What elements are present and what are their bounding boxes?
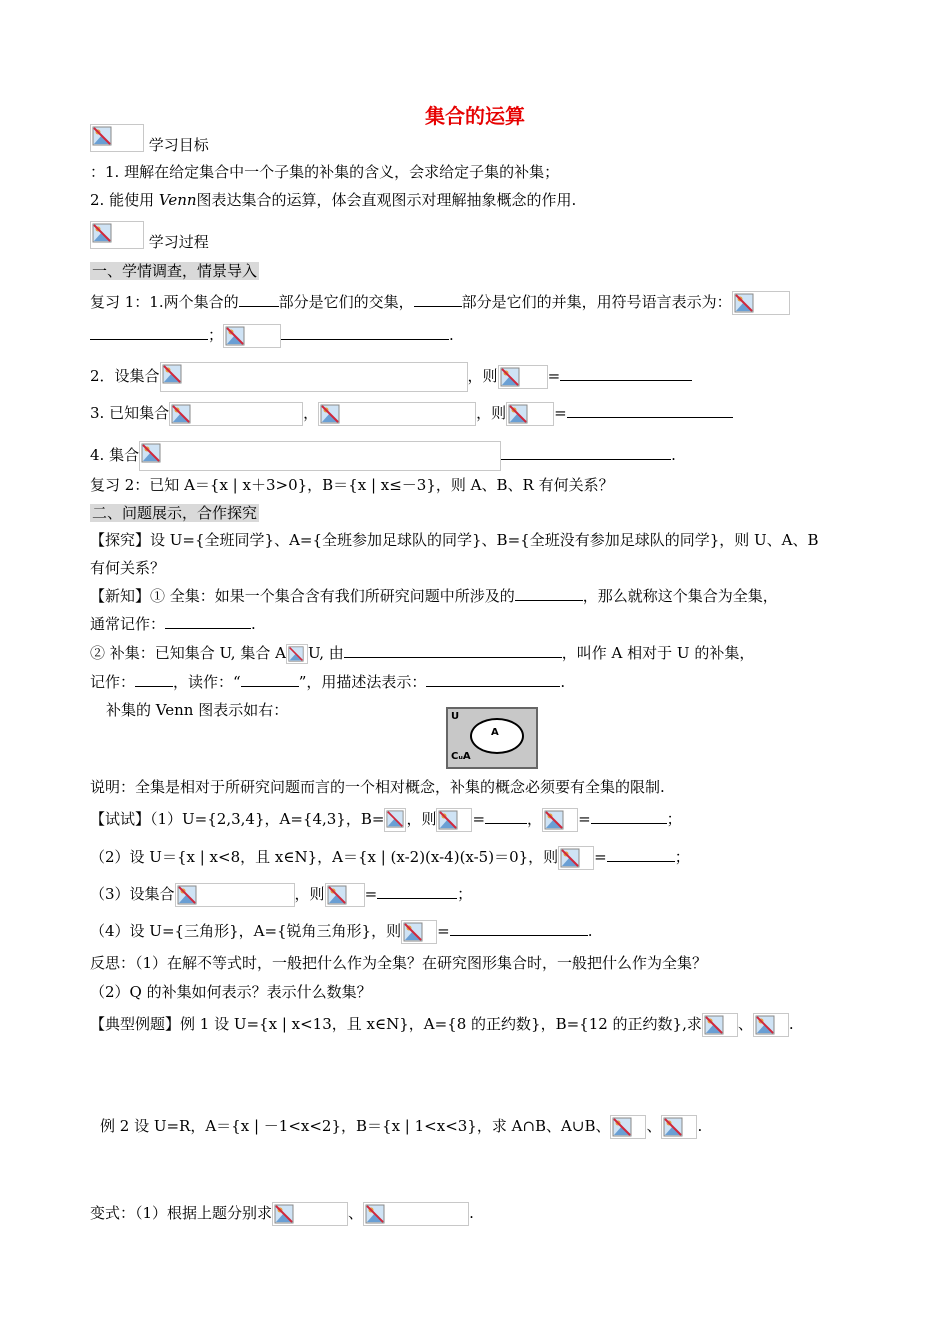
try-4: （4）设 U={三角形}，A={锐角三角形}，则 = .: [90, 920, 592, 944]
new-knowledge-3: ② 补集：已知集合 U, 集合 A U, 由 ，叫作 A 相对于 U 的补集，: [90, 644, 755, 662]
new-knowledge-4: 记作： ，读作：“ ”，用描述法表示： .: [90, 673, 566, 691]
new-knowledge-1: 【新知】① 全集：如果一个集合含有我们所研究问题中所涉及的 ，那么就称这个集合为全集，: [90, 587, 778, 605]
formula-image-icon: [542, 808, 578, 832]
formula-image-icon: [401, 920, 437, 944]
new-knowledge-2: 通常记作： .: [90, 615, 256, 633]
subset-symbol-icon: [286, 644, 308, 664]
goal-1: ：1. 理解在给定集合中一个子集的补集的含义，会求给定子集的补集；: [90, 163, 560, 181]
explore-line-2: 有何关系？: [90, 559, 166, 577]
example-1: 【典型例题】例 1 设 U={x | x<13，且 x∈N}，A={8 的正约数}，B={12 的正约数},求 、 .: [90, 1013, 794, 1037]
review-2: 2．设集合 ，则 =: [90, 362, 692, 392]
formula-image-icon: [160, 362, 468, 392]
formula-image-icon: [558, 846, 594, 870]
formula-image-icon: [498, 365, 548, 389]
variant-1: 变式：（1）根据上题分别求 、 .: [90, 1202, 474, 1226]
formula-image-icon: [436, 808, 472, 832]
section-heading: 一、学情调查，情景导入: [92, 262, 258, 280]
review-3: 3. 已知集合 ， ，则 =: [90, 402, 733, 426]
reflection-2: （2）Q 的补集如何表示？表示什么数集？: [90, 983, 372, 1001]
page-title: 集合的运算: [425, 104, 525, 128]
try-2: （2）设 U＝{x | x<8，且 x∈N}，A＝{x | (x-2)(x-4)(x-5)＝0}，则 = ；: [90, 846, 690, 870]
venn-label-u: U: [451, 711, 460, 722]
goals-header: 学习目标: [90, 124, 209, 152]
explore-line: 【探究】设 U={全班同学}、A={全班参加足球队的同学}、B={全班没有参加足球队的同学}，则 U、A、B: [90, 531, 819, 549]
image-placeholder-icon: [90, 221, 144, 249]
venn-diagram: [446, 707, 538, 769]
formula-image-icon: [175, 883, 295, 907]
review-1-cont: ； .: [90, 324, 454, 348]
formula-image-icon: [139, 441, 501, 471]
formula-image-icon: [732, 291, 790, 315]
formula-image-icon: [318, 402, 476, 426]
review-1-line: 复习 1：1.两个集合的 部分是它们的交集， 部分是它们的并集，用符号语言表示为：: [90, 291, 790, 315]
image-placeholder-icon: [90, 124, 144, 152]
goal-2: 2. 能使用 Venn图表达集合的运算，体会直观图示对理解抽象概念的作用.: [90, 191, 577, 209]
formula-image-icon: [506, 402, 554, 426]
review-4: 4. 集合 .: [90, 441, 676, 471]
venn-intro: 补集的 Venn 图表示如右：: [106, 701, 289, 719]
process-header: 学习过程: [90, 221, 209, 249]
formula-image-icon: [661, 1115, 697, 1139]
section-heading: 二、问题展示，合作探究: [92, 504, 258, 522]
formula-image-icon: [363, 1202, 469, 1226]
note-line: 说明：全集是相对于所研究问题而言的一个相对概念，补集的概念必须要有全集的限制.: [90, 778, 665, 796]
formula-image-icon: [272, 1202, 348, 1226]
formula-image-icon: [325, 883, 365, 907]
reflection-1: 反思：（1）在解不等式时，一般把什么作为全集？在研究图形集合时，一般把什么作为全集？: [90, 954, 708, 972]
formula-image-icon: [610, 1115, 646, 1139]
venn-label-complement: CᵤA: [451, 751, 471, 762]
review-question-2: 复习 2：已知 A＝{x | x＋3>0}，B＝{x | x≤－3}，则 A、B、R 有何关系？: [90, 476, 614, 494]
formula-image-icon: [384, 808, 406, 832]
example-2: 例 2 设 U=R，A＝{x | －1<x<2}，B＝{x | 1<x<3}，求 A∩B、A∪B、 、 .: [100, 1115, 702, 1139]
try-3: （3）设集合 ，则 = ；: [90, 883, 472, 907]
venn-label-a: A: [491, 727, 499, 738]
formula-image-icon: [169, 402, 303, 426]
try-1: 【试试】（1）U={2,3,4}，A={4,3}，B= ，则 = ， = ；: [90, 808, 682, 832]
formula-image-icon: [223, 324, 281, 348]
formula-image-icon: [702, 1013, 738, 1037]
formula-image-icon: [753, 1013, 789, 1037]
